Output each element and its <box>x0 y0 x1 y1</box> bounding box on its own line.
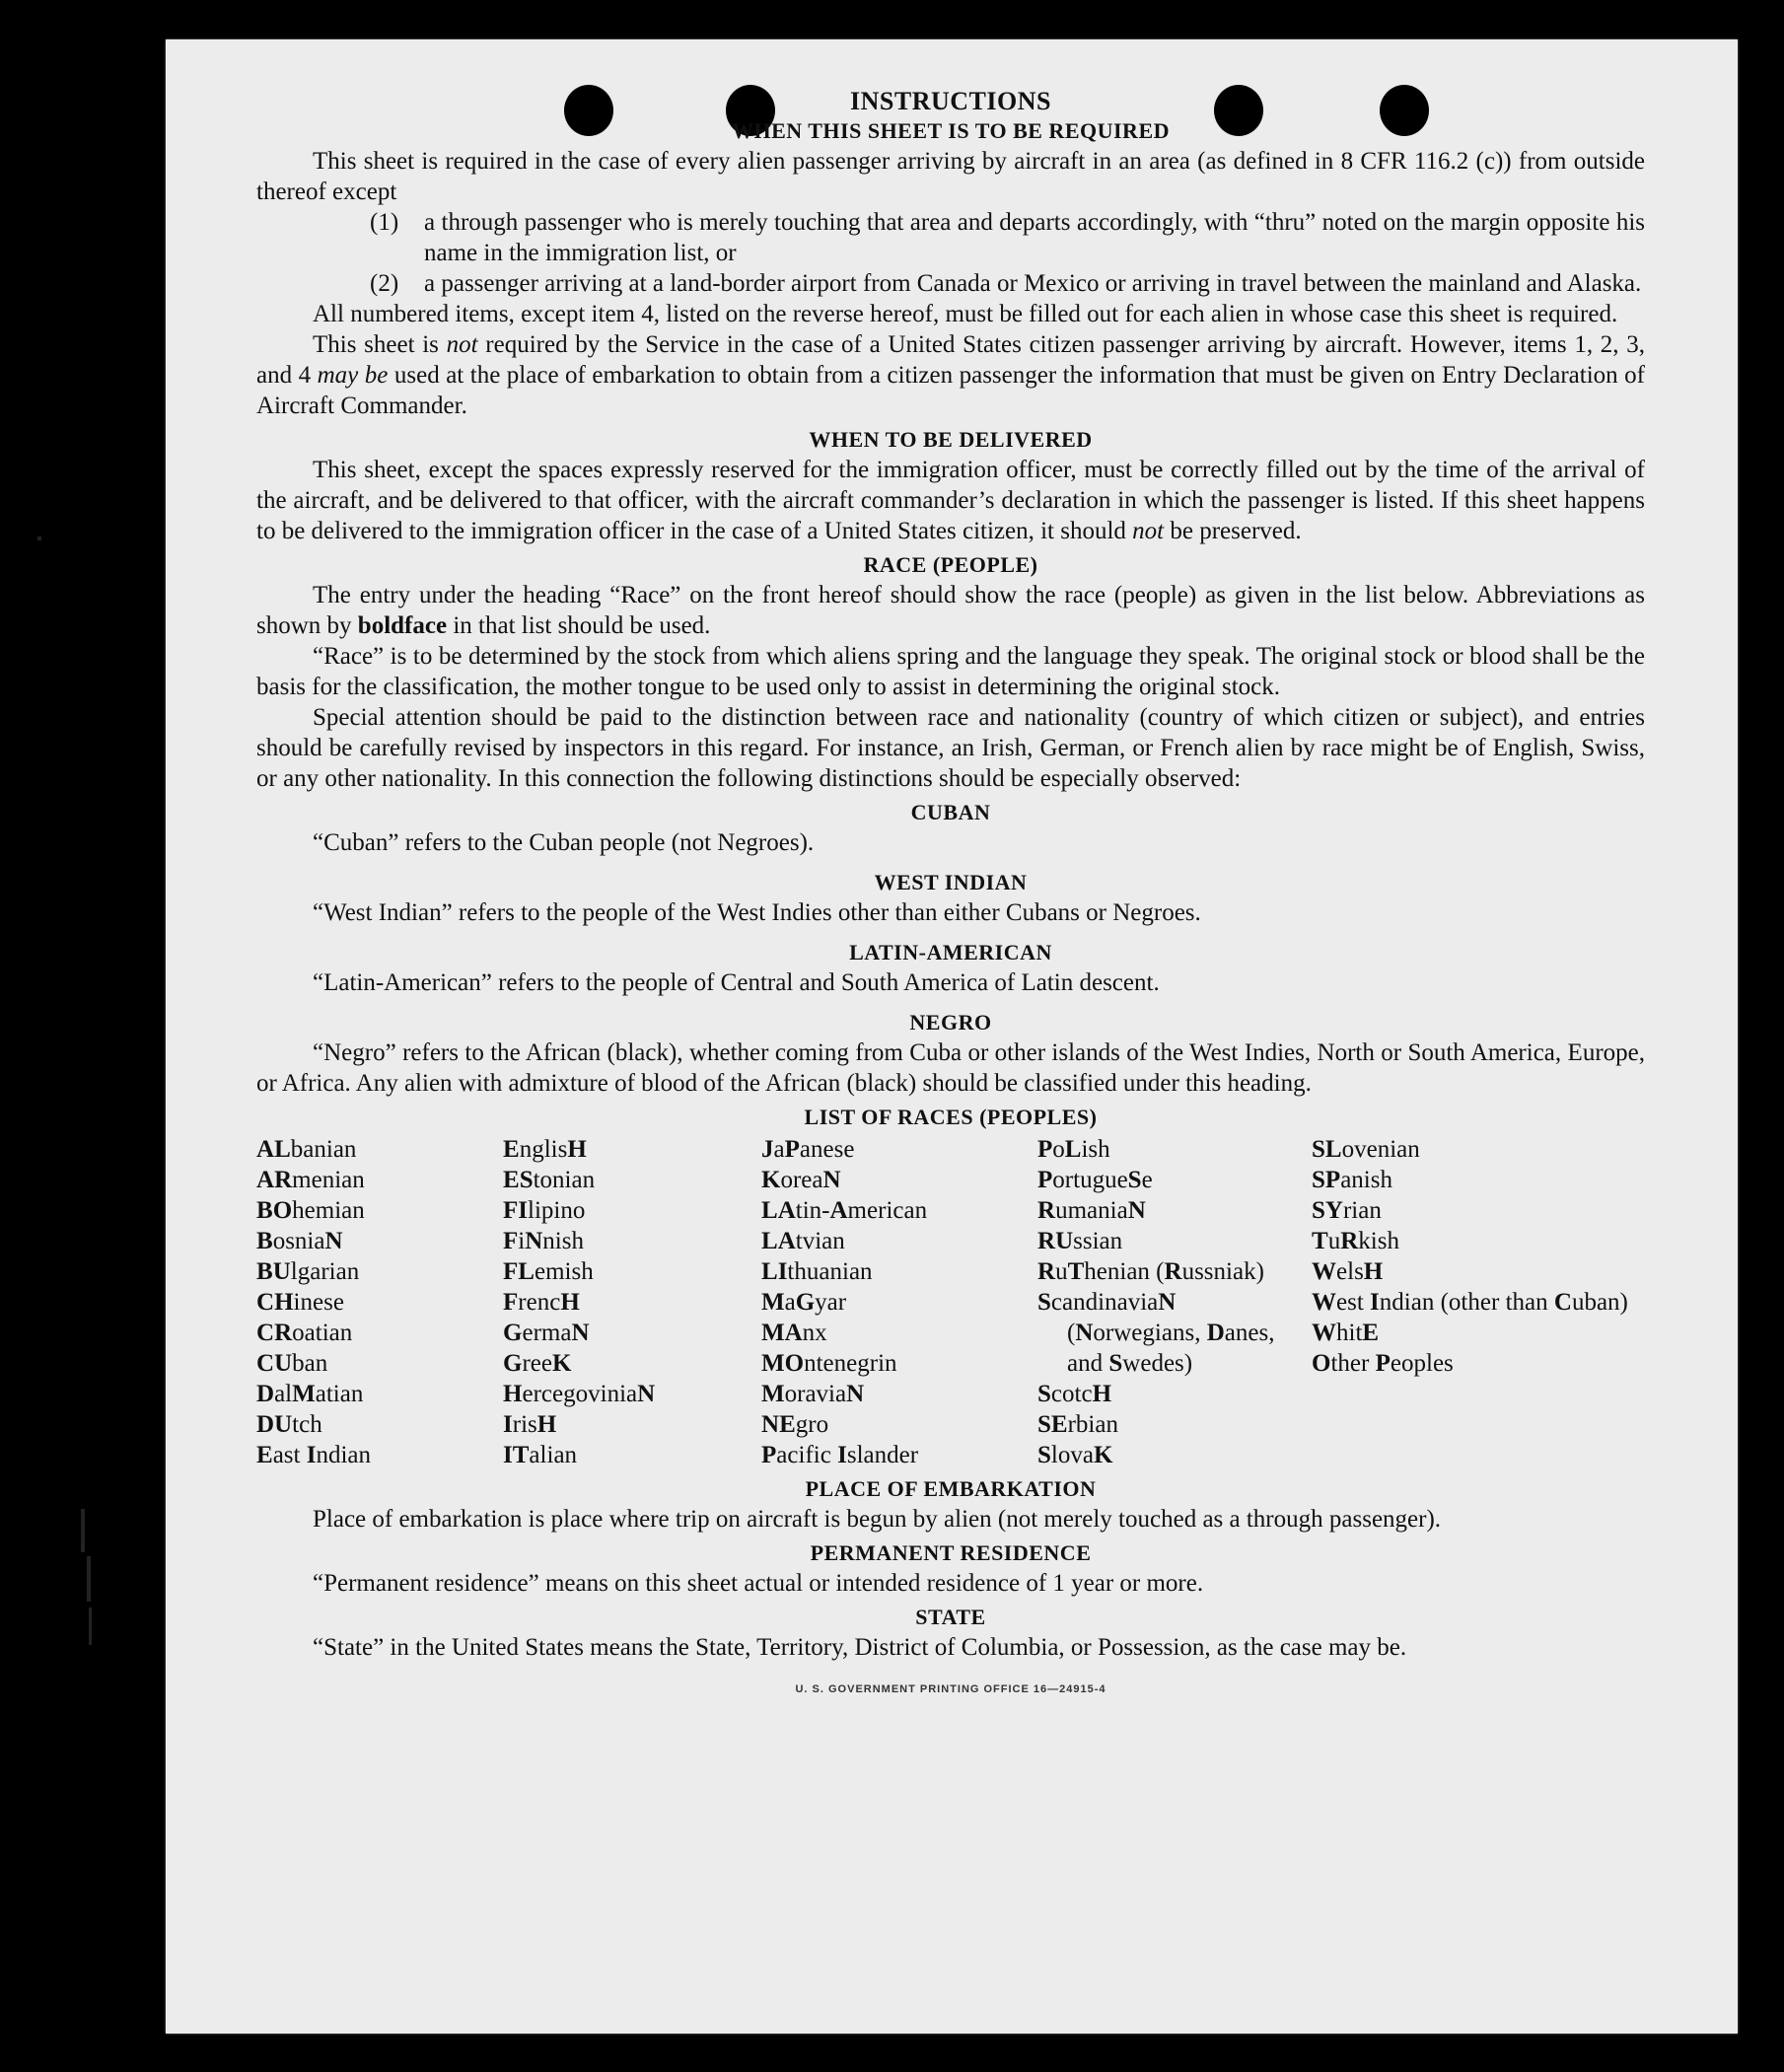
section-heading: PERMANENT RESIDENCE <box>810 1540 1092 1565</box>
numbered-item <box>256 207 1645 268</box>
race-column <box>761 1134 1037 1470</box>
race-item: KoreaN <box>761 1167 841 1193</box>
scan-artifact <box>89 1608 92 1645</box>
item-number: (2) <box>370 270 399 297</box>
scan-artifact <box>37 536 41 540</box>
race-column <box>1312 1134 1645 1470</box>
race-item: ScotcH <box>1037 1381 1112 1407</box>
section-heading: RACE (PEOPLE) <box>863 552 1038 577</box>
race-column <box>503 1134 761 1470</box>
instructions-text <box>256 85 1645 1705</box>
item-text: a through passenger who is merely touching that area and departs accordingly, with “thru” noted on the margin opposite his name in the immigration list, or <box>424 209 1645 266</box>
paragraph: This sheet, except the spaces expressly reserved for the immigration officer, must be correctly filled out by the time of the arrival of the aircraft, and be delivered to that officer, with the aircraft commander’s declaration in which the passenger is listed. If this sheet happens to be delivered to the immigration officer in the case of a United States citizen, it should not be preserved. <box>256 457 1645 544</box>
race-item: JaPanese <box>761 1136 855 1163</box>
race-item: DalMatian <box>256 1381 364 1407</box>
race-item: FIlipino <box>503 1197 586 1224</box>
race-item: WelsH <box>1312 1258 1384 1285</box>
item-text: a passenger arriving at a land-border airport from Canada or Mexico or arriving in travel between the mainland and Alaska. <box>424 270 1642 297</box>
race-item: SLovenian <box>1312 1136 1420 1163</box>
section-heading: LATIN-AMERICAN <box>849 940 1052 965</box>
race-item: MOntenegrin <box>761 1350 897 1377</box>
paragraph: “Latin-American” refers to the people of Central and South America of Latin descent. <box>313 969 1160 996</box>
paragraph: This sheet is required in the case of every alien passenger arriving by aircraft in an area (as defined in 8 CFR 116.2 (c)) from outside thereof except <box>256 148 1645 205</box>
race-item: HercegoviniaN <box>503 1381 656 1407</box>
race-item: GermaN <box>503 1320 590 1346</box>
race-column <box>1037 1134 1312 1470</box>
race-item: ARmenian <box>256 1167 365 1193</box>
race-item: PortugueSe <box>1037 1167 1153 1193</box>
race-item: Other Peoples <box>1312 1350 1454 1377</box>
paragraph: “Cuban” refers to the Cuban people (not Negroes). <box>313 829 815 856</box>
race-item: ALbanian <box>256 1136 357 1163</box>
paragraph: All numbered items, except item 4, listed on the reverse hereof, must be filled out for each alien in whose case this sheet is required. <box>313 301 1618 327</box>
race-item: MaGyar <box>761 1289 847 1316</box>
race-item: CRoatian <box>256 1320 353 1346</box>
item-number: (1) <box>370 209 399 236</box>
section-heading: LIST OF RACES (PEOPLES) <box>804 1105 1098 1129</box>
race-item: WhitE <box>1312 1320 1380 1346</box>
race-item: BosniaN <box>256 1228 343 1254</box>
race-item: NEgro <box>761 1411 829 1438</box>
race-item: GreeK <box>503 1350 572 1377</box>
paragraph: Special attention should be paid to the distinction between race and nationality (country of which citizen or subject), and entries should be carefully revised by inspectors in this regard. For instance, an Irish, German, or French alien by race might be of English, Swiss, or any other nationality. In this connection the following distinctions should be especially observed: <box>256 704 1645 792</box>
scan-artifact <box>81 1509 85 1552</box>
paragraph: Place of embarkation is place where trip on aircraft is begun by alien (not merely touched as a through passenger). <box>313 1506 1442 1533</box>
race-item: SPanish <box>1312 1167 1392 1193</box>
race-item: FiNnish <box>503 1228 584 1254</box>
race-item: SYrian <box>1312 1197 1382 1224</box>
race-item: SlovaK <box>1037 1442 1113 1468</box>
race-item: RUssian <box>1037 1228 1123 1254</box>
race-item: DUtch <box>256 1411 322 1438</box>
section-heading: CUBAN <box>910 800 991 824</box>
section-heading: WEST INDIAN <box>874 870 1028 894</box>
section-heading: NEGRO <box>909 1010 992 1035</box>
race-item: RumaniaN <box>1037 1197 1146 1224</box>
scan-artifact <box>87 1556 91 1602</box>
race-item: RuThenian (Russniak) <box>1037 1258 1264 1285</box>
paragraph: “State” in the United States means the State, Territory, District of Columbia, or Possession, as the case may be. <box>313 1634 1407 1661</box>
race-item: ScandinaviaN (Norwegians, Danes, and Swedes) <box>1037 1289 1275 1377</box>
paragraph: This sheet is not required by the Service in the case of a United States citizen passenger arriving by aircraft. However, items 1, 2, 3, and 4 may be used at the place of embarkation to obtain from a citizen passenger the information that must be given on Entry Declaration of Aircraft Commander. <box>256 331 1646 419</box>
paragraph: “Race” is to be determined by the stock from which aliens spring and the language they speak. The original stock or blood shall be the basis for the classification, the mother tongue to be used only to assist in determining the original stock. <box>256 643 1645 700</box>
race-item: West Indian (other than Cuban) <box>1312 1289 1628 1316</box>
race-list <box>256 1134 1645 1470</box>
race-item: Pacific Islander <box>761 1442 919 1468</box>
paragraph: “Negro” refers to the African (black), whether coming from Cuba or other islands of the West Indies, North or South America, Europe, or Africa. Any alien with admixture of blood of the African (black) should be classified under this heading. <box>256 1039 1645 1097</box>
race-item: BOhemian <box>256 1197 365 1224</box>
printer-imprint: U. S. GOVERNMENT PRINTING OFFICE 16—24915-4 <box>795 1683 1106 1695</box>
race-item: FLemish <box>503 1258 594 1285</box>
section-heading: STATE <box>915 1605 986 1629</box>
paragraph: The entry under the heading “Race” on the front hereof should show the race (people) as given in the list below. Abbreviations as shown by boldface in that list should be used. <box>256 582 1645 639</box>
race-item: East Indian <box>256 1442 372 1468</box>
paragraph: “Permanent residence” means on this sheet actual or intended residence of 1 year or more. <box>313 1570 1204 1597</box>
section-heading: PLACE OF EMBARKATION <box>805 1476 1097 1501</box>
section-heading: WHEN THIS SHEET IS TO BE REQUIRED <box>731 118 1171 143</box>
race-item: EStonian <box>503 1167 596 1193</box>
section-heading: WHEN TO BE DELIVERED <box>809 427 1093 452</box>
race-item: CUban <box>256 1350 328 1377</box>
race-item: CHinese <box>256 1289 344 1316</box>
race-column <box>256 1134 503 1470</box>
race-item: LAtvian <box>761 1228 845 1254</box>
race-item: LAtin-American <box>761 1197 928 1224</box>
paragraph: “West Indian” refers to the people of the West Indies other than either Cubans or Negroes. <box>313 899 1201 926</box>
race-item: IrisH <box>503 1411 557 1438</box>
race-item: MoraviaN <box>761 1381 865 1407</box>
race-item: BUlgarian <box>256 1258 360 1285</box>
race-item: FrencH <box>503 1289 580 1316</box>
race-item: ITalian <box>503 1442 578 1468</box>
race-item: MAnx <box>761 1320 827 1346</box>
document-page <box>166 39 1738 2034</box>
race-item: LIthuanian <box>761 1258 873 1285</box>
race-item: TuRkish <box>1312 1228 1399 1254</box>
race-item: PoLish <box>1037 1136 1110 1163</box>
race-item: SErbian <box>1037 1411 1118 1438</box>
page-title: INSTRUCTIONS <box>850 87 1051 115</box>
numbered-item <box>256 268 1645 299</box>
race-item: EnglisH <box>503 1136 587 1163</box>
